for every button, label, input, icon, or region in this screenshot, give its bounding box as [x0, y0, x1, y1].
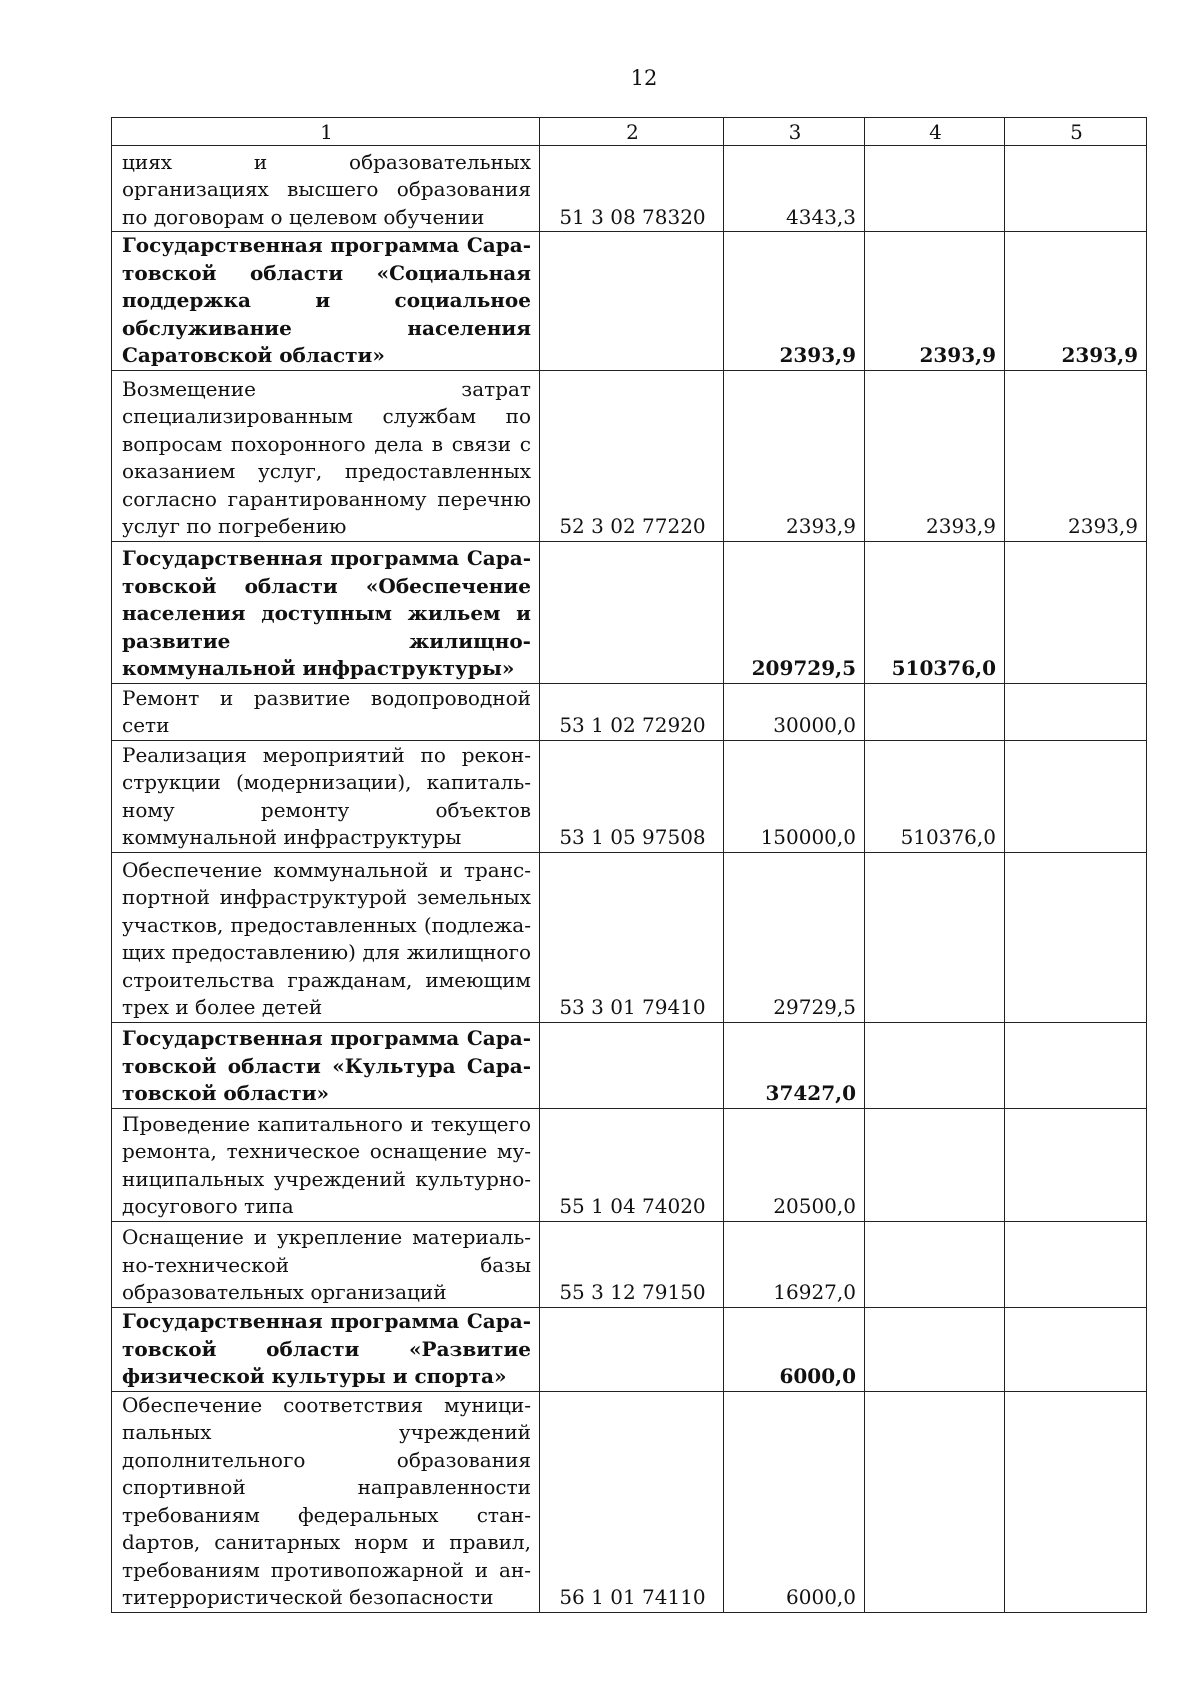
table-row: [112, 683, 1147, 740]
row-value-col5: [1005, 541, 1147, 683]
page-number: 12: [630, 66, 658, 90]
row-value-col4: [865, 146, 1005, 232]
row-code-cell: 51 3 08 78320: [540, 146, 724, 232]
row-value-col4: 2393,9: [865, 232, 1005, 371]
table-row: [112, 370, 1147, 541]
row-value-col5: [1005, 1108, 1147, 1221]
table-row: [112, 1221, 1147, 1307]
row-value-col5: [1005, 1307, 1147, 1391]
row-value-col4: [865, 1221, 1005, 1307]
row-value-col5: 2393,9: [1005, 370, 1147, 541]
row-code-cell: 53 3 01 79410: [540, 852, 724, 1022]
row-value-col5: [1005, 740, 1147, 852]
row-value-col4: [865, 1022, 1005, 1108]
budget-table: [111, 117, 1147, 1613]
row-value-col4: [865, 1307, 1005, 1391]
row-name-cell: Оснащение и укрепление материально-технической базы образовательных организаций: [112, 1221, 540, 1307]
table-row: [112, 740, 1147, 852]
row-value-col5: [1005, 1391, 1147, 1612]
row-name-cell: Государственная программа Саратовской области «Социальная поддержка и социальное обслуживание населения Саратовской области»: [112, 232, 540, 371]
table-row: [112, 1391, 1147, 1612]
row-name-cell: Обеспечение коммунальной и транспортной инфраструктурой земельных участков, предоставленных (подлежащих предоставлению) для жилищного строительства гражданам, имеющим трех и более детей: [112, 852, 540, 1022]
table-row: [112, 1108, 1147, 1221]
row-value-col4: [865, 1391, 1005, 1612]
row-code-cell: [540, 541, 724, 683]
budget-table-body: [112, 118, 1147, 1613]
row-name-cell: Государственная программа Саратовской области «Развитие физической культуры и спорта»: [112, 1307, 540, 1391]
row-value-col3: 30000,0: [724, 683, 865, 740]
row-value-col3: 4343,3: [724, 146, 865, 232]
row-value-col3: 16927,0: [724, 1221, 865, 1307]
row-name-cell: Реализация мероприятий по реконструкции (модернизации), капитальному ремонту объектов коммунальной инфраструктуры: [112, 740, 540, 852]
row-value-col3: 20500,0: [724, 1108, 865, 1221]
header-col-2: 2: [540, 118, 724, 146]
row-code-cell: [540, 1022, 724, 1108]
row-value-col3: 6000,0: [724, 1391, 865, 1612]
row-value-col3: 6000,0: [724, 1307, 865, 1391]
header-col-5: 5: [1005, 118, 1147, 146]
row-value-col4: [865, 683, 1005, 740]
row-value-col5: [1005, 1022, 1147, 1108]
program-row: [112, 1307, 1147, 1391]
row-value-col5: [1005, 683, 1147, 740]
header-col-4: 4: [865, 118, 1005, 146]
row-value-col5: 2393,9: [1005, 232, 1147, 371]
row-value-col4: [865, 852, 1005, 1022]
program-row: [112, 232, 1147, 371]
program-row: [112, 541, 1147, 683]
row-value-col3: 2393,9: [724, 370, 865, 541]
row-value-col5: [1005, 146, 1147, 232]
header-col-1: 1: [112, 118, 540, 146]
row-value-col3: 209729,5: [724, 541, 865, 683]
row-code-cell: 53 1 02 72920: [540, 683, 724, 740]
row-name-cell: Проведение капитального и текущего ремонта, техническое оснащение муниципальных учреждений культурно-досугового типа: [112, 1108, 540, 1221]
row-value-col3: 2393,9: [724, 232, 865, 371]
row-code-cell: 55 1 04 74020: [540, 1108, 724, 1221]
row-name-cell: Ремонт и развитие водопроводной сети: [112, 683, 540, 740]
row-value-col5: [1005, 1221, 1147, 1307]
row-code-cell: [540, 232, 724, 371]
row-name-cell: Обеспечение соответствия муниципальных учреждений дополнительного образования спортивной направленности требованиям федеральных станdартов, санитарных норм и правил, требованиям противопожарной и антитеррористической безопасности: [112, 1391, 540, 1612]
row-value-col5: [1005, 852, 1147, 1022]
program-row: [112, 1022, 1147, 1108]
row-value-col4: [865, 1108, 1005, 1221]
header-row: [112, 118, 1147, 146]
row-code-cell: 56 1 01 74110: [540, 1391, 724, 1612]
row-name-cell: Государственная программа Саратовской области «Культура Саратовской области»: [112, 1022, 540, 1108]
row-value-col4: 510376,0: [865, 541, 1005, 683]
row-value-col4: 2393,9: [865, 370, 1005, 541]
table-row: [112, 852, 1147, 1022]
row-code-cell: 52 3 02 77220: [540, 370, 724, 541]
row-name-cell: Государственная программа Саратовской области «Обеспечение населения доступным жильем и развитие жилищно-коммунальной инфраструктуры»: [112, 541, 540, 683]
row-value-col4: 510376,0: [865, 740, 1005, 852]
row-code-cell: [540, 1307, 724, 1391]
row-name-cell: циях и образовательных организациях высшего образования по договорам о целевом обучении: [112, 146, 540, 232]
row-code-cell: 55 3 12 79150: [540, 1221, 724, 1307]
row-value-col3: 150000,0: [724, 740, 865, 852]
table-row: [112, 146, 1147, 232]
row-value-col3: 37427,0: [724, 1022, 865, 1108]
header-col-3: 3: [724, 118, 865, 146]
row-value-col3: 29729,5: [724, 852, 865, 1022]
row-name-cell: Возмещение затрат специализированным службам по вопросам похоронного дела в связи с оказанием услуг, предоставленных согласно гарантированному перечню услуг по погребению: [112, 370, 540, 541]
row-code-cell: 53 1 05 97508: [540, 740, 724, 852]
